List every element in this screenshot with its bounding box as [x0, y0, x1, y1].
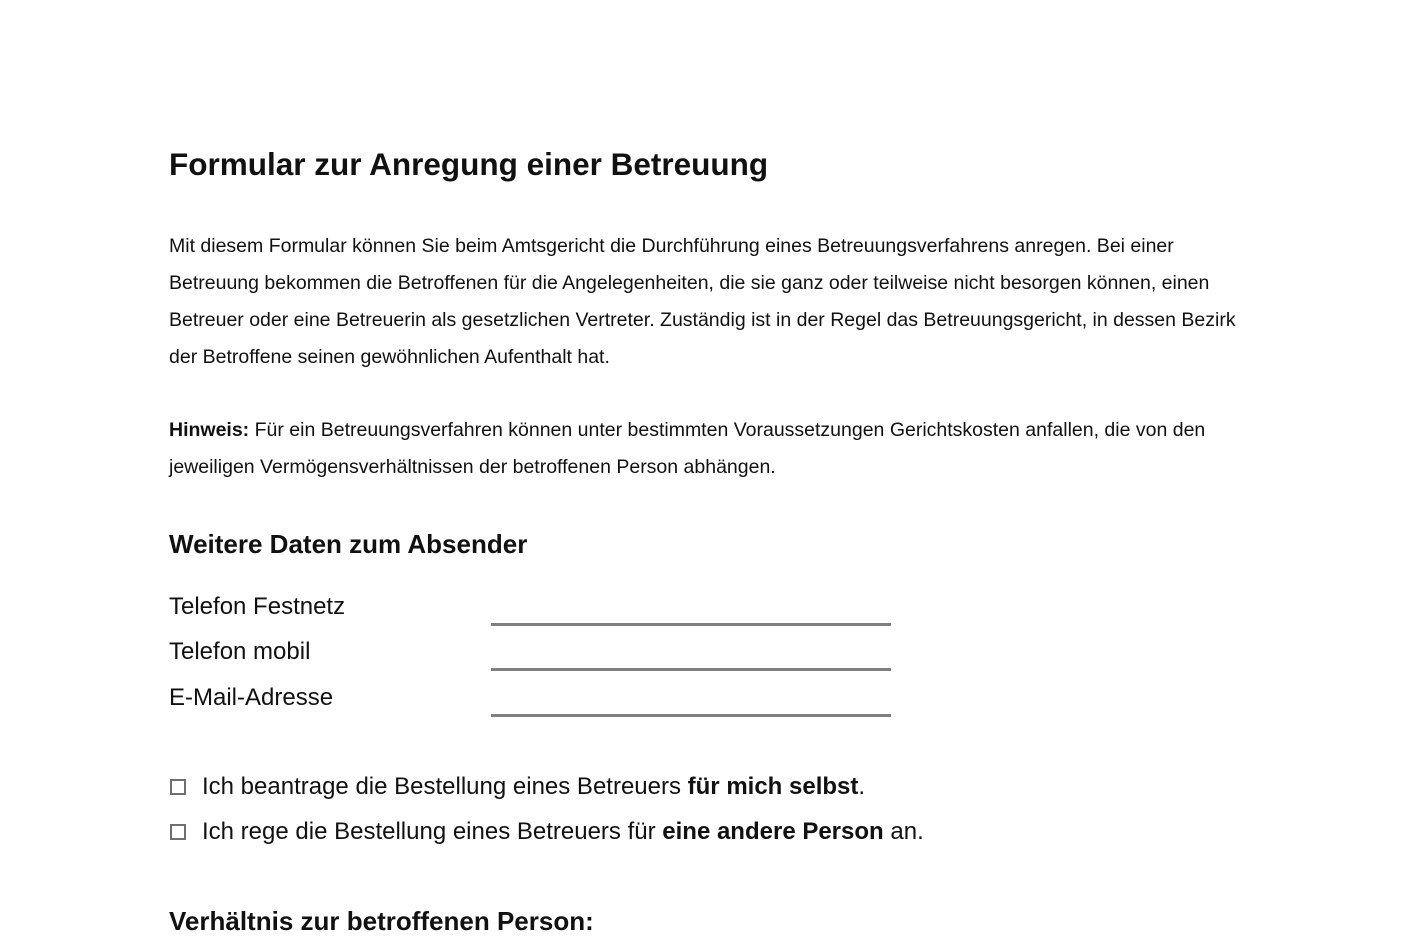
note-label: Hinweis: [169, 419, 250, 441]
option-self-text-bold: für mich selbst [687, 773, 859, 800]
email-field-row [169, 684, 899, 724]
landline-field-row [169, 593, 899, 633]
option-other-text-before: Ich rege die Bestellung eines Betreuers für [202, 818, 663, 845]
option-self-text-after: . [858, 773, 866, 800]
landline-input[interactable] [491, 593, 891, 626]
intro-paragraph: Mit diesem Formular können Sie beim Amtsgericht die Durchführung eines Betreuungsverfahrens anregen. Bei einer Betreuung bekommen die Betroffenen für die Angelegenheiten, die sie ganz oder teilweise nicht besorgen können, einen Betreuer oder eine Betreuerin als gesetzlichen Vertreter. Zuständig ist in der Regel das Betreuungsgericht, in dessen Bezirk der Betroffene seinen gewöhnlichen Aufenthalt hat. [169, 235, 1236, 368]
option-self-text-before: Ich beantrage die Bestellung eines Betreuers [202, 773, 688, 800]
sender-section-heading: Weitere Daten zum Absender [169, 529, 528, 559]
email-label: E-Mail-Adresse [169, 684, 334, 711]
page-title: Formular zur Anregung einer Betreuung [169, 146, 769, 182]
option-other-checkbox[interactable] [170, 824, 186, 840]
landline-label: Telefon Festnetz [169, 593, 346, 620]
option-self-checkbox[interactable] [170, 779, 186, 795]
note-paragraph [169, 412, 1239, 486]
option-other-text-bold: eine andere Person [662, 818, 884, 845]
option-self-label [202, 773, 865, 801]
option-other-text-after: an. [883, 818, 924, 845]
mobile-label: Telefon mobil [169, 638, 311, 665]
relation-section-heading: Verhältnis zur betroffenen Person: [169, 906, 594, 936]
note-text: Für ein Betreuungsverfahren können unter bestimmten Voraussetzungen Gerichtskosten anfallen, die von den jeweiligen Vermögensverhältnissen der betroffenen Person abhängen. [169, 419, 1206, 478]
option-other-label [202, 818, 924, 846]
mobile-input[interactable] [491, 638, 891, 671]
mobile-field-row [169, 638, 899, 678]
email-input[interactable] [491, 684, 891, 717]
